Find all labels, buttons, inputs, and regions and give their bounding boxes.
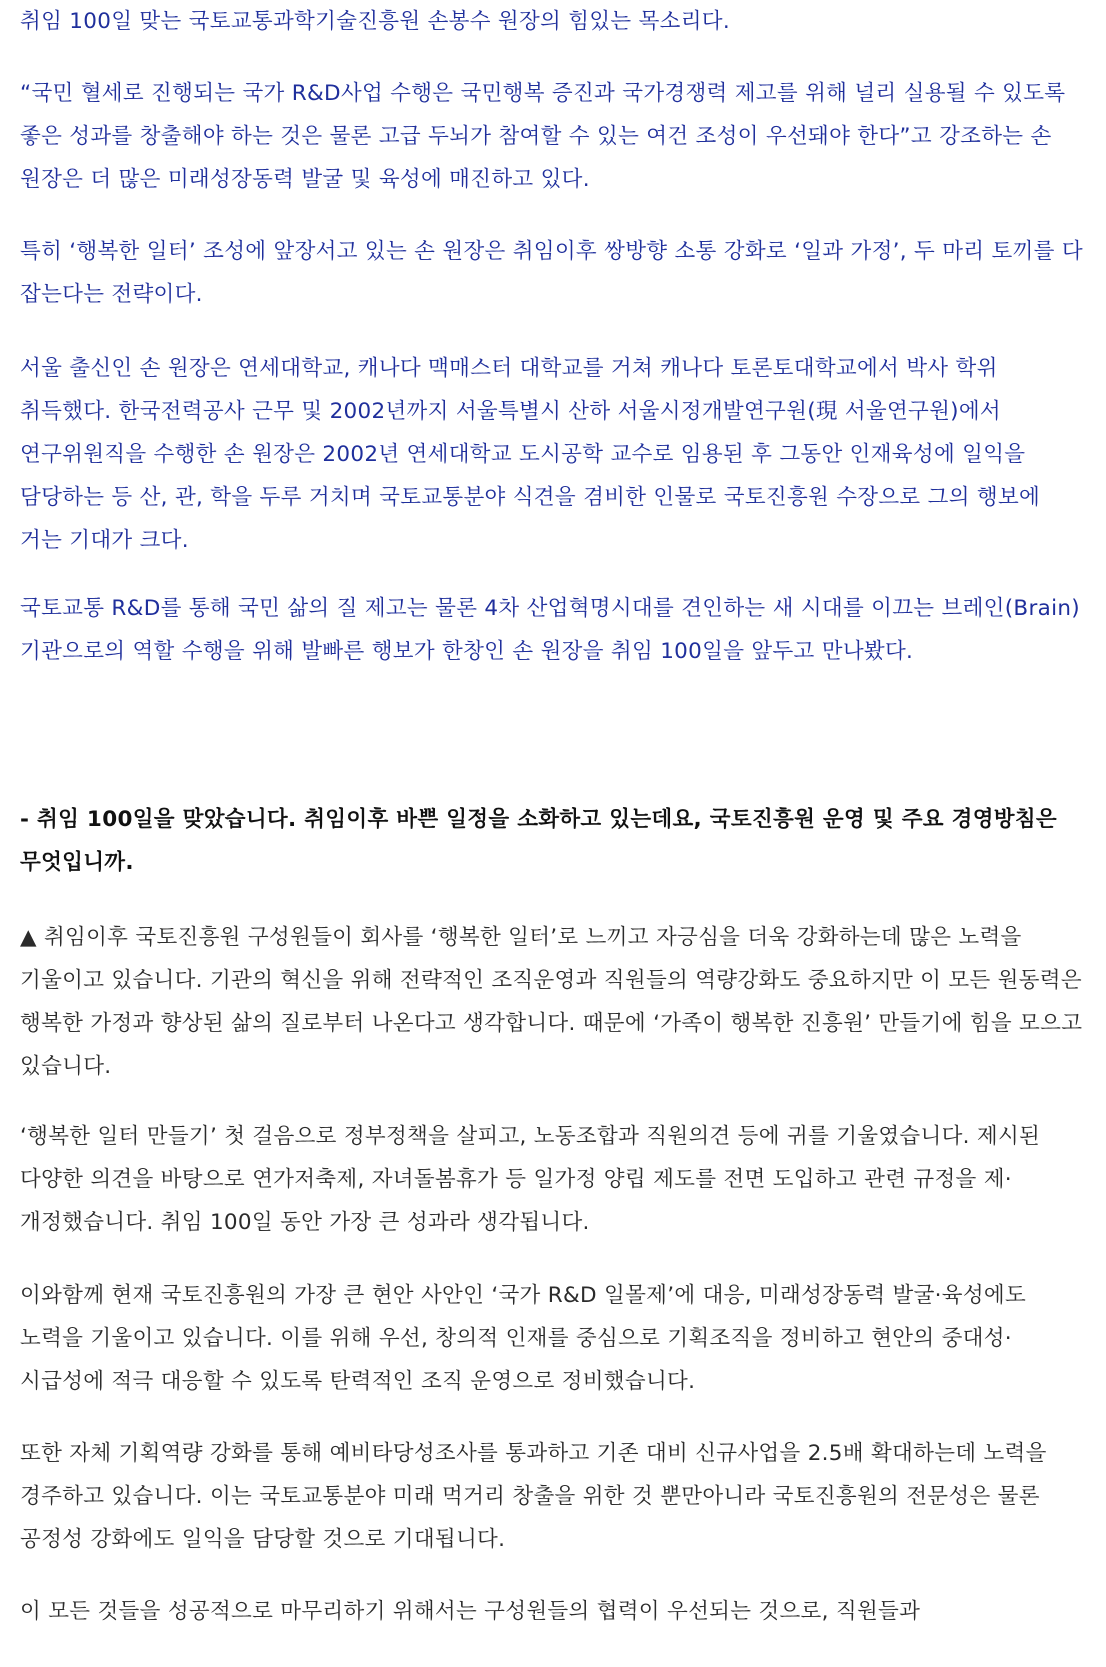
answer-paragraph: ▲ 취임이후 국토진흥원 구성원들이 회사를 ‘행복한 일터’로 느끼고 자긍심을 더욱 강화하는데 많은 노력을 기울이고 있습니다. 기관의 혁신을 위해 전략적인 조직운영과 직원들의 역량강화도 중요하지만 이 모든 원동력은 행복한 가정과 향상된 삶의 질로부터 나온다고 생각합니다. 때문에 ‘가족이 행복한 진흥원’ 만들기에 힘을 모으고 있습니다. bbox=[20, 925, 1083, 1079]
answer-paragraph: 또한 자체 기획역량 강화를 통해 예비타당성조사를 통과하고 기존 대비 신규사업을 2.5배 확대하는데 노력을 경주하고 있습니다. 이는 국토교통분야 미래 먹거리 창출을 위한 것 뿐만아니라 국토진흥원의 전문성은 물론 공정성 강화에도 일익을 담당할 것으로 기대됩니다. bbox=[20, 1441, 1047, 1552]
biography-paragraph: 서울 출신인 손 원장은 연세대학교, 캐나다 맥매스터 대학교를 거쳐 캐나다 토론토대학교에서 박사 학위 취득했다. 한국전력공사 근무 및 2002년까지 서울특별시 산하 서울시정개발연구원(現 서울연구원)에서 연구위원직을 수행한 손 원장은 2002년 연세대학교 도시공학 교수로 임용된 후 그동안 인재육성에 일익을 담당하는 등 산, 관, 학을 두루 거치며 국토교통분야 식견을 겸비한 인물로 국토진흥원 수장으로 그의 행보에 거는 기대가 크다. bbox=[20, 356, 1041, 553]
strategy-paragraph: 특히 ‘행복한 일터’ 조성에 앞장서고 있는 손 원장은 취임이후 쌍방향 소통 강화로 ‘일과 가정’, 두 마리 토끼를 다 잡는다는 전략이다. bbox=[20, 239, 1083, 307]
interview-question: - 취임 100일을 맞았습니다. 취임이후 바쁜 일정을 소화하고 있는데요, 국토진흥원 운영 및 주요 경영방침은 무엇입니까. bbox=[20, 807, 1057, 875]
intro-paragraph: 취임 100일 맞는 국토교통과학기술진흥원 손봉수 원장의 힘있는 목소리다. bbox=[20, 9, 731, 34]
answer-paragraph: 이 모든 것들을 성공적으로 마무리하기 위해서는 구성원들의 협력이 우선되는 것으로, 직원들과 bbox=[20, 1599, 921, 1624]
interview-intro-paragraph: 국토교통 R&D를 통해 국민 삶의 질 제고는 물론 4차 산업혁명시대를 견인하는 새 시대를 이끄는 브레인(Brain)기관으로의 역할 수행을 위해 발빠른 행보가 한창인 손 원장을 취임 100일을 앞두고 만나봤다. bbox=[20, 596, 1080, 664]
answer-paragraph: ‘행복한 일터 만들기’ 첫 걸음으로 정부정책을 살피고, 노동조합과 직원의견 등에 귀를 기울였습니다. 제시된 다양한 의견을 바탕으로 연가저축제, 자녀돌봄휴가 등 일가정 양립 제도를 전면 도입하고 관련 규정을 제·개정했습니다. 취임 100일 동안 가장 큰 성과라 생각됩니다. bbox=[20, 1124, 1041, 1235]
quote-paragraph: “국민 혈세로 진행되는 국가 R&D사업 수행은 국민행복 증진과 국가경쟁력 제고를 위해 널리 실용될 수 있도록 좋은 성과를 창출해야 하는 것은 물론 고급 두뇌가 참여할 수 있는 여건 조성이 우선돼야 한다”고 강조하는 손 원장은 더 많은 미래성장동력 발굴 및 육성에 매진하고 있다. bbox=[20, 81, 1066, 192]
answer-paragraph: 이와함께 현재 국토진흥원의 가장 큰 현안 사안인 ‘국가 R&D 일몰제’에 대응, 미래성장동력 발굴·육성에도 노력을 기울이고 있습니다. 이를 위해 우선, 창의적 인재를 중심으로 기획조직을 정비하고 현안의 중대성·시급성에 적극 대응할 수 있도록 탄력적인 조직 운영으로 정비했습니다. bbox=[20, 1283, 1027, 1394]
